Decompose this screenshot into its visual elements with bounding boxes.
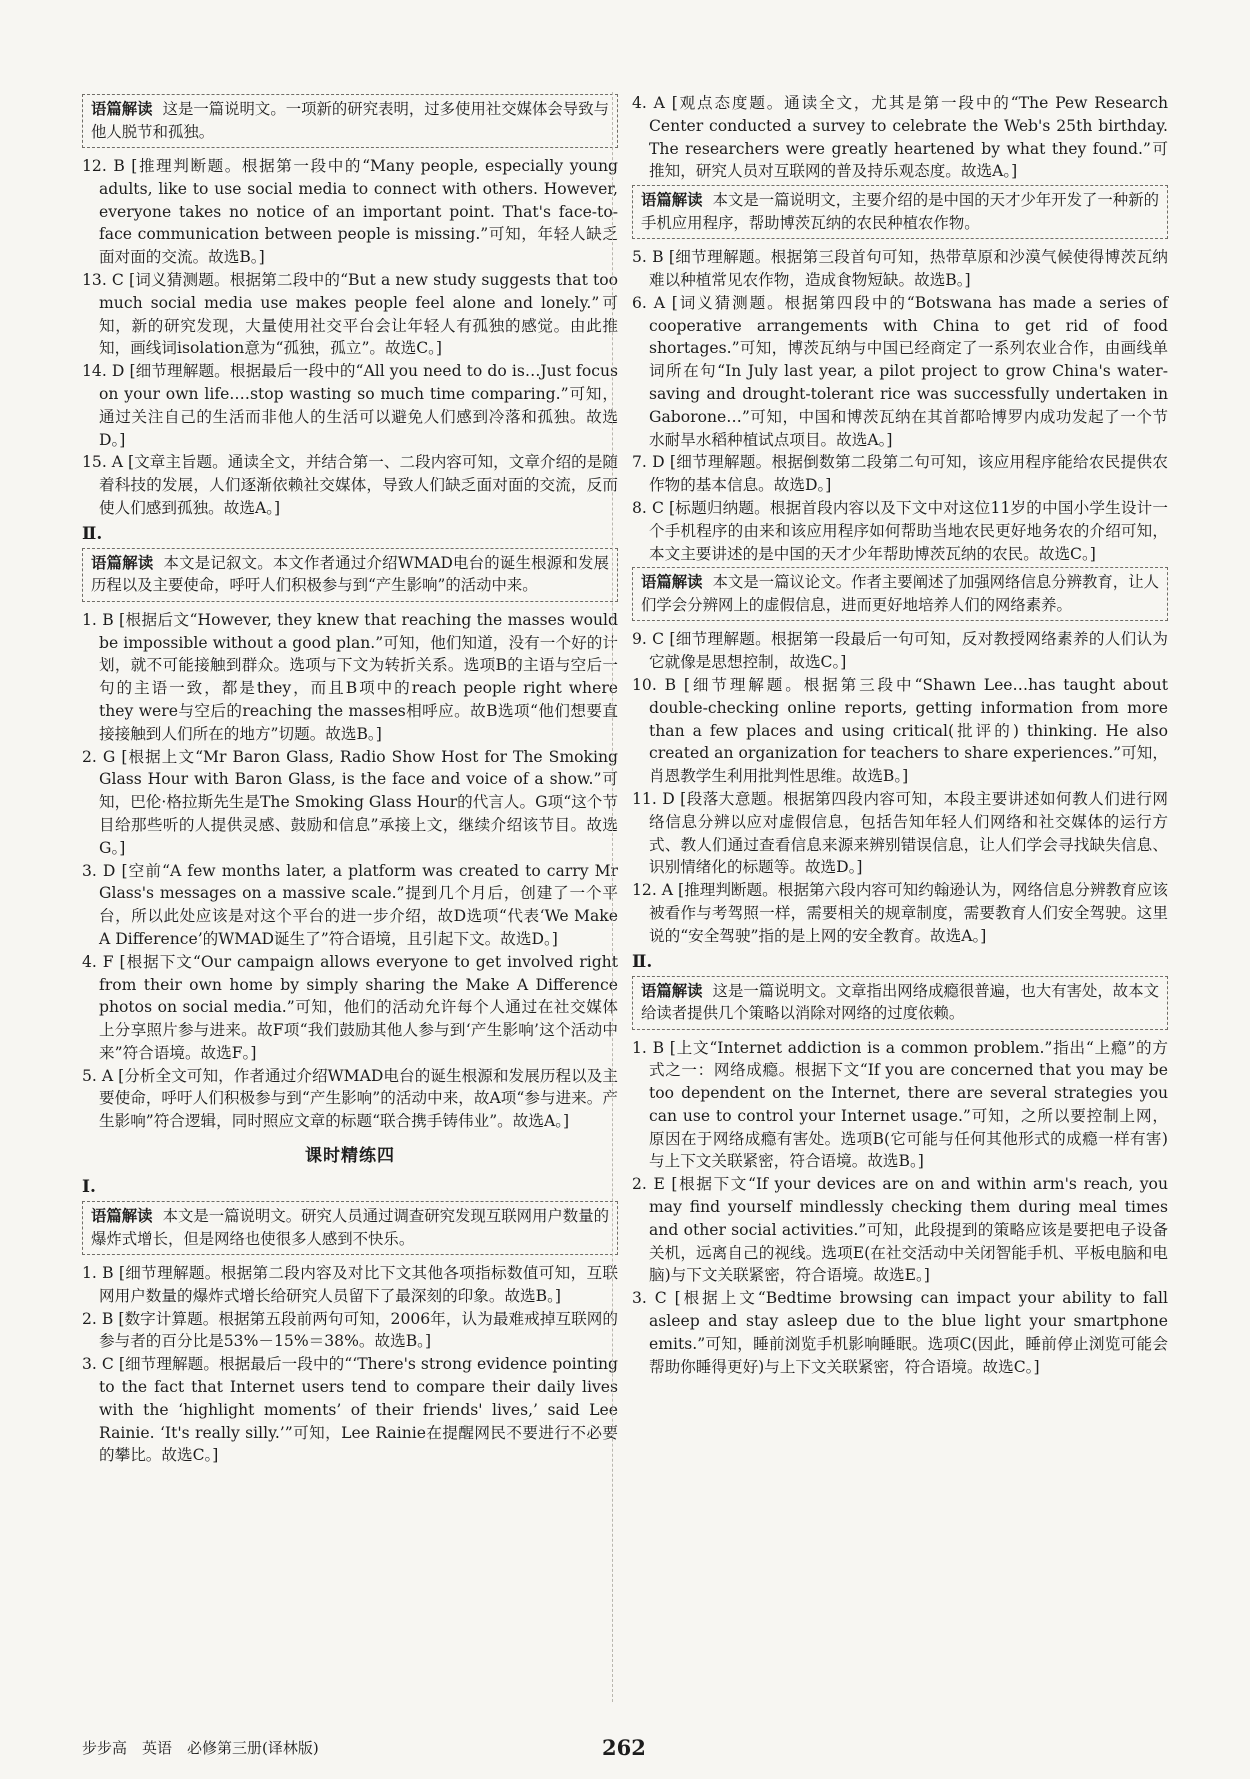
- right-column: [632, 92, 1168, 1378]
- answer-item: 15. A [文章主旨题。通读全文，并结合第一、二段内容可知，文章介绍的是随着科技的发展，人们逐渐依赖社交媒体，导致人们缺乏面对面的交流，反而使人们感到孤独。故选A。]: [82, 453, 618, 517]
- summary-tag: 语篇解读: [91, 100, 153, 118]
- answer-item: 4. F [根据下文“Our campaign allows everyone to get involved right from their own home by simply sharing the Make A Difference photos on social media.”可知，他们的活动允许每个人通过在社交媒体上分享照片参与进来。故F项“我们鼓励其他人参与到‘产生影响’这个活动中来”符合语境。故选F。]: [82, 952, 618, 1062]
- summary-text: 本文是记叙文。本文作者通过介绍WMAD电台的诞生根源和发展历程以及主要使命，呼吁人们积极参与到“产生影响”的活动中来。: [91, 553, 609, 595]
- answer-item: 2. G [根据上文“Mr Baron Glass, Radio Show Host for The Smoking Glass Hour with Baron Glass, is the face and voice of a show.”可知，巴伦·格拉斯先生是The Smoking Glass Hour的代言人。G项“这个节目给那些听的人提供灵感、鼓励和信息”承接上文，继续介绍该节目。故选G。]: [82, 747, 618, 857]
- summary-tag: 语篇解读: [91, 553, 154, 572]
- answer-item: 11. D [段落大意题。根据第四段内容可知，本段主要讲述如何教人们进行网络信息分辨以应对虚假信息，包括告知年轻人们网络和社交媒体的运行方式、教人们通过查看信息来源来辨别错误信息，让人们学会寻找缺失信息、识别情绪化的标题等。故选D。]: [632, 789, 1168, 877]
- summary-tag: 语篇解读: [641, 191, 703, 210]
- section-heading: 课时精练四: [305, 1146, 395, 1167]
- summary-text: 本文是一篇说明文，主要介绍的是中国的天才少年开发了一种新的手机应用程序，帮助博茨瓦纳的农民种植农作物。: [641, 191, 1159, 232]
- answer-item: 8. C [标题归纳题。根据首段内容以及下文中对这位11岁的中国小学生设计一个手机程序的由来和该应用程序如何帮助当地农民更好地务农的介绍可知，本文主要讲述的是中国的天才少年帮助博茨瓦纳的农民。故选C。]: [632, 498, 1168, 563]
- answer-item: 14. D [细节理解题。根据最后一段中的“All you need to do is…Just focus on your own life.…stop wasting so much time comparing.”可知，通过关注自己的生活而非他人的生活可以避免人们感到冷落和孤独。故选D。]: [82, 362, 618, 449]
- summary-tag: 语篇解读: [91, 1207, 153, 1226]
- answer-item: 4. A [观点态度题。通读全文，尤其是第一段中的“The Pew Research Center conducted a survey to celebrate the Web's 25th birthday. The researchers were greatly heartened by what they found.”可推知，研究人员对互联网的普及持乐观态度。故选A。]: [632, 94, 1168, 181]
- answer-item: 2. E [根据下文“If your devices are on and within arm's reach, you may find yourself mindlessly checking them during meal times and other social activities.”可知，此段提到的策略应该是要把电子设备关机，远离自己的视线。选项E(在社交活动中关闭智能手机、平板电脑和电脑)与下文关联紧密，符合语境。故选E。]: [632, 1175, 1168, 1285]
- passage-summary: [632, 185, 1168, 239]
- summary-tag: 语篇解读: [641, 573, 703, 592]
- answer-item: 9. C [细节理解题。根据第一段最后一句可知，反对教授网络素养的人们认为它就像是思想控制，故选C。]: [632, 630, 1168, 672]
- section-marker: Ⅰ.: [82, 1177, 96, 1198]
- passage-summary: [632, 976, 1168, 1030]
- summary-text: 本文是一篇议论文。作者主要阐述了加强网络信息分辨教育，让人们学会分辨网上的虚假信息，进而更好地培养人们的网络素养。: [641, 573, 1159, 614]
- page-footer: [82, 1735, 1168, 1763]
- answer-item: 3. C [根据上文“Bedtime browsing can impact your ability to fall asleep and stay asleep due to the blue light your smartphone emits.”可知，睡前浏览手机影响睡眠。选项C(因此，睡前停止浏览可能会帮助你睡得更好)与上下文关联紧密，符合语境。故选C。]: [632, 1289, 1168, 1376]
- answer-item: 12. B [推理判断题。根据第一段中的“Many people, especially young adults, like to use social media to connect with others. However, everyone takes no notice of an important point. That's face-to-face communication between people is missing.”可知，年轻人缺乏面对面的交流。故选B。]: [82, 157, 618, 267]
- answer-item: 12. A [推理判断题。根据第六段内容可知约翰逊认为，网络信息分辨教育应该被看作与考驾照一样，需要相关的规章制度，需要教育人们安全驾驶。这里说的“安全驾驶”指的是上网的安全教育。故选A。]: [632, 881, 1168, 945]
- passage-summary: [82, 1201, 618, 1255]
- answer-item: 3. D [空前“A few months later, a platform was created to carry Mr Glass's messages on a massive scale.”提到几个月后，创建了一个平台，所以此处应该是对这个平台的进一步介绍，故D选项“代表‘We Make A Difference’的WMAD诞生了”符合语境，且引起下文。故选D。]: [82, 861, 618, 948]
- section-marker: Ⅱ.: [82, 523, 103, 544]
- summary-text: 本文是一篇说明文。研究人员通过调查研究发现互联网用户数量的爆炸式增长，但是网络也使很多人感到不快乐。: [91, 1207, 609, 1248]
- answer-item: 1. B [根据后文“However, they knew that reaching the masses would be impossible without a good plan.”可知，他们知道，没有一个好的计划，就不可能接触到群众。选项与下文为转折关系。选项B的主语与空后一句的主语一致，都是they，而且B项中的reach people right where they were与空后的reaching the masses相呼应。故B选项“他们想要直接接触到人们所在的地方”切题。故选B。]: [82, 610, 618, 743]
- answer-item: 3. C [细节理解题。根据最后一段中的“‘There's strong evidence pointing to the fact that Internet users tend to compare their daily lives with the ‘highlight moments’ of their friends' lives,’ said Lee Rainie. ‘It's really silly.’”可知，Lee Rainie在提醒网民不要进行不必要的攀比。故选C。]: [82, 1355, 618, 1465]
- page-number: 262: [602, 1735, 646, 1760]
- passage-summary: [82, 94, 618, 148]
- book-title: 步步高 英语 必修第三册(译林版): [82, 1739, 319, 1757]
- summary-tag: 语篇解读: [641, 981, 703, 1000]
- answer-item: 1. B [上文“Internet addiction is a common problem.”指出“上瘾”的方式之一：网络成瘾。根据下文“If you are concerned that you may be too dependent on the Internet, there are several strategies you can use to control your Internet usage.”可知，之所以要控制上网，原因在于网络成瘾有害处。选项B(它可能与任何其他形式的成瘾一样有害)与上下文关联紧密，符合语境。故选B。]: [632, 1038, 1168, 1171]
- column-divider: [612, 92, 613, 1702]
- answer-item: 7. D [细节理解题。根据倒数第二段第二句可知，该应用程序能给农民提供农作物的基本信息。故选D。]: [632, 453, 1168, 495]
- left-column: [82, 92, 618, 1467]
- answer-item: 5. A [分析全文可知，作者通过介绍WMAD电台的诞生根源和发展历程以及主要使命，呼吁人们积极参与到“产生影响”的活动中来，故A项“参与进来。产生影响”符合逻辑，同时照应文章的标题“联合携手铸伟业”。故选A。]: [82, 1066, 618, 1131]
- summary-text: 这是一篇说明文。一项新的研究表明，过多使用社交媒体会导致与他人脱节和孤独。: [91, 100, 609, 141]
- section-marker: Ⅱ.: [632, 951, 653, 972]
- answer-item: 1. B [细节理解题。根据第二段内容及对比下文其他各项指标数值可知，互联网用户数量的爆炸式增长给研究人员留下了最深刻的印象。故选B。]: [82, 1264, 618, 1305]
- passage-summary: [82, 548, 618, 602]
- answer-item: 13. C [词义猜测题。根据第二段中的“But a new study suggests that too much social media use makes people feel alone and lonely.”可知，新的研究发现，大量使用社交平台会让年轻人有孤独的感觉。由此推知，画线词isolation意为“孤独，孤立”。故选C。]: [82, 270, 618, 358]
- answer-item: 2. B [数字计算题。根据第五段前两句可知，2006年，认为最难戒掉互联网的参与者的百分比是53%－15%＝38%。故选B。]: [82, 1309, 618, 1351]
- answer-item: 6. A [词义猜测题。根据第四段中的“Botswana has made a series of cooperative arrangements with China to get rid of food shortages.”可知，博茨瓦纳与中国已经商定了一系列农业合作，由画线单词所在句“In July last year, a pilot project to grow China's water-saving and drought-tolerant rice was successfully undertaken in Gaborone…”可知，中国和博茨瓦纳在其首都哈博罗内成功发起了一个节水耐旱水稻种植试点项目。故选A。]: [632, 293, 1168, 449]
- answer-item: 5. B [细节理解题。根据第三段首句可知，热带草原和沙漠气候使得博茨瓦纳难以种植常见农作物，造成食物短缺。故选B。]: [632, 248, 1168, 289]
- passage-summary: [632, 567, 1168, 621]
- answer-item: 10. B [细节理解题。根据第三段中“Shawn Lee…has taught about double-checking online reports, getting information from more than a few places and using critical(批评的) thinking. He also created an organization for teachers to share experiences.”可知，肖恩教学生利用批判性思维。故选B。]: [632, 675, 1168, 786]
- summary-text: 这是一篇说明文。文章指出网络成瘾很普遍，也大有害处，故本文给读者提供几个策略以消除对网络的过度依赖。: [641, 981, 1159, 1022]
